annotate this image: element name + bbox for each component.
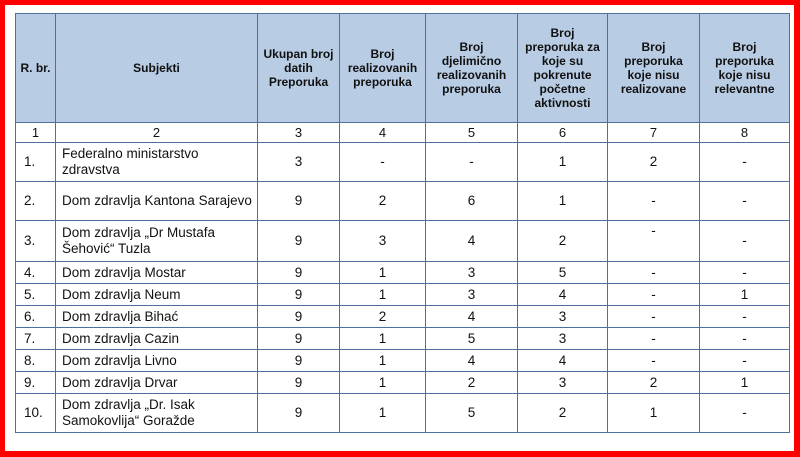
header-realizovane: Broj realizovanih preporuka — [340, 14, 426, 123]
column-number: 3 — [258, 123, 340, 143]
header-subjekti: Subjekti — [56, 14, 258, 123]
cell-subject: Dom zdravlja Mostar — [56, 262, 258, 284]
cell-subject: Dom zdravlja Livno — [56, 350, 258, 372]
cell-ukupan: 3 — [258, 143, 340, 182]
recommendations-table — [15, 13, 790, 433]
cell-rb: 2. — [16, 182, 56, 221]
cell-nisu-relevantne: - — [700, 350, 790, 372]
cell-djelimicno: 4 — [426, 221, 518, 262]
cell-nisu-realizovane: - — [608, 306, 700, 328]
table-row — [16, 394, 790, 433]
column-number: 4 — [340, 123, 426, 143]
table-row — [16, 143, 790, 182]
header-ukupan: Ukupan broj datih Preporuka — [258, 14, 340, 123]
column-number: 6 — [518, 123, 608, 143]
cell-ukupan: 9 — [258, 221, 340, 262]
cell-ukupan: 9 — [258, 372, 340, 394]
cell-nisu-realizovane: - — [608, 262, 700, 284]
cell-ukupan: 9 — [258, 262, 340, 284]
cell-realizovane: 1 — [340, 372, 426, 394]
cell-nisu-realizovane: 2 — [608, 143, 700, 182]
cell-ukupan: 9 — [258, 328, 340, 350]
cell-nisu-relevantne: - — [700, 262, 790, 284]
cell-realizovane: 2 — [340, 306, 426, 328]
cell-realizovane: 1 — [340, 350, 426, 372]
table-row — [16, 328, 790, 350]
cell-nisu-relevantne: 1 — [700, 284, 790, 306]
cell-djelimicno: 5 — [426, 394, 518, 433]
cell-subject: Dom zdravlja „Dr Mustafa Šehović“ Tuzla — [56, 221, 258, 262]
cell-rb: 5. — [16, 284, 56, 306]
cell-realizovane: 1 — [340, 284, 426, 306]
cell-nisu-realizovane: - — [608, 350, 700, 372]
cell-nisu-realizovane: - — [608, 182, 700, 221]
cell-djelimicno: 3 — [426, 284, 518, 306]
table-row — [16, 221, 790, 262]
cell-nisu-realizovane: - — [608, 328, 700, 350]
column-number: 8 — [700, 123, 790, 143]
cell-rb: 7. — [16, 328, 56, 350]
column-number: 5 — [426, 123, 518, 143]
cell-subject: Dom zdravlja Kantona Sarajevo — [56, 182, 258, 221]
cell-realizovane: 1 — [340, 262, 426, 284]
column-number: 1 — [16, 123, 56, 143]
table-row — [16, 372, 790, 394]
cell-nisu-relevantne: - — [700, 394, 790, 433]
table-row — [16, 350, 790, 372]
table-row — [16, 306, 790, 328]
cell-pocetne: 4 — [518, 350, 608, 372]
cell-pocetne: 1 — [518, 182, 608, 221]
cell-pocetne: 1 — [518, 143, 608, 182]
cell-nisu-realizovane: - — [608, 284, 700, 306]
column-number: 7 — [608, 123, 700, 143]
header-djelimicno: Broj djelimično realizovanih preporuka — [426, 14, 518, 123]
cell-ukupan: 9 — [258, 182, 340, 221]
cell-nisu-relevantne: - — [700, 221, 790, 262]
cell-subject: Dom zdravlja „Dr. Isak Samokovlija“ Goražde — [56, 394, 258, 433]
cell-rb: 4. — [16, 262, 56, 284]
cell-realizovane: 1 — [340, 394, 426, 433]
cell-djelimicno: 4 — [426, 350, 518, 372]
header-row — [16, 14, 790, 123]
cell-djelimicno: 2 — [426, 372, 518, 394]
cell-djelimicno: 6 — [426, 182, 518, 221]
cell-realizovane: 2 — [340, 182, 426, 221]
cell-pocetne: 4 — [518, 284, 608, 306]
cell-djelimicno: 4 — [426, 306, 518, 328]
cell-nisu-realizovane: 1 — [608, 394, 700, 433]
cell-realizovane: 3 — [340, 221, 426, 262]
cell-ukupan: 9 — [258, 306, 340, 328]
cell-djelimicno: - — [426, 143, 518, 182]
cell-pocetne: 3 — [518, 306, 608, 328]
cell-nisu-realizovane: 2 — [608, 372, 700, 394]
cell-rb: 6. — [16, 306, 56, 328]
cell-ukupan: 9 — [258, 394, 340, 433]
cell-ukupan: 9 — [258, 350, 340, 372]
table-row — [16, 284, 790, 306]
cell-subject: Dom zdravlja Bihać — [56, 306, 258, 328]
cell-subject: Dom zdravlja Drvar — [56, 372, 258, 394]
cell-nisu-relevantne: - — [700, 328, 790, 350]
cell-pocetne: 2 — [518, 394, 608, 433]
cell-rb: 9. — [16, 372, 56, 394]
cell-pocetne: 3 — [518, 372, 608, 394]
column-number-row — [16, 123, 790, 143]
cell-rb: 1. — [16, 143, 56, 182]
header-pocetne: Broj preporuka za koje su pokrenute početne aktivnosti — [518, 14, 608, 123]
cell-rb: 10. — [16, 394, 56, 433]
cell-djelimicno: 3 — [426, 262, 518, 284]
header-rb: R. br. — [16, 14, 56, 123]
cell-nisu-relevantne: - — [700, 182, 790, 221]
cell-nisu-realizovane: - — [608, 221, 700, 262]
cell-ukupan: 9 — [258, 284, 340, 306]
cell-djelimicno: 5 — [426, 328, 518, 350]
cell-realizovane: - — [340, 143, 426, 182]
cell-pocetne: 3 — [518, 328, 608, 350]
cell-subject: Federalno ministarstvo zdravstva — [56, 143, 258, 182]
table-row — [16, 182, 790, 221]
cell-rb: 8. — [16, 350, 56, 372]
cell-pocetne: 5 — [518, 262, 608, 284]
header-nisu-relevantne: Broj preporuka koje nisu relevantne — [700, 14, 790, 123]
column-number: 2 — [56, 123, 258, 143]
header-nisu-realizovane: Broj preporuka koje nisu realizovane — [608, 14, 700, 123]
cell-subject: Dom zdravlja Cazin — [56, 328, 258, 350]
table-row — [16, 262, 790, 284]
cell-subject: Dom zdravlja Neum — [56, 284, 258, 306]
cell-nisu-relevantne: - — [700, 143, 790, 182]
cell-rb: 3. — [16, 221, 56, 262]
cell-realizovane: 1 — [340, 328, 426, 350]
cell-nisu-relevantne: 1 — [700, 372, 790, 394]
cell-pocetne: 2 — [518, 221, 608, 262]
cell-nisu-relevantne: - — [700, 306, 790, 328]
